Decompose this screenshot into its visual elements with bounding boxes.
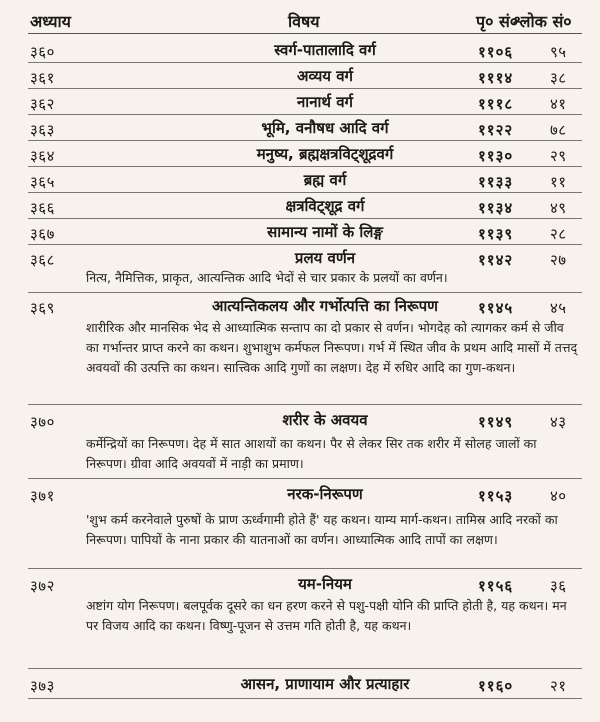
page-number: ११२२ [478, 121, 514, 139]
page-number: ११०६ [478, 43, 514, 61]
chapter-title: आत्यन्तिकलय और गर्भोत्पत्ति का निरूपण [211, 297, 439, 315]
chapter-number: ३७३ [30, 677, 55, 695]
table-row [0, 670, 600, 696]
chapter-number: ३७० [30, 413, 55, 431]
chapter-title: नानार्थ वर्ग [296, 93, 353, 111]
shlok-count: ४५ [550, 299, 567, 317]
chapter-number: ३७१ [30, 487, 55, 505]
table-row [0, 244, 600, 270]
table-header [0, 4, 600, 34]
shlok-count: २८ [550, 225, 567, 243]
table-row [0, 88, 600, 114]
row-divider [28, 698, 582, 699]
chapter-title: यम-नियम [298, 575, 352, 593]
table-row [0, 406, 600, 432]
chapter-title: प्रलय वर्णन [294, 249, 356, 267]
shlok-count: २९ [550, 147, 567, 165]
row-divider [28, 404, 582, 405]
row-divider [28, 478, 582, 479]
page-number: ११३४ [478, 199, 514, 217]
chapter-number: ३६० [30, 43, 55, 61]
table-row [0, 192, 600, 218]
page-number: ११४५ [478, 299, 514, 317]
chapter-title: ब्रह्म वर्ग [303, 171, 347, 189]
chapter-title: क्षत्रविट्शूद्र वर्ग [285, 197, 365, 215]
chapter-title: स्वर्ग-पातालादि वर्ग [274, 41, 376, 59]
page-number: ११६० [478, 677, 514, 695]
table-row [0, 62, 600, 88]
table-row [0, 36, 600, 62]
row-divider [28, 668, 582, 669]
table-row [0, 166, 600, 192]
chapter-description: अष्टांग योग निरूपण। बलपूर्वक दूसरे का धन हरण करने से पशु-पक्षी योनि की प्राप्ति होती है, यह कथन। मन पर विजय आदि का कथन। विष्णु-पूजन से उत्तम गति होती है, यह कथन। [86, 598, 567, 633]
chapter-title: भूमि, वनौषध आदि वर्ग [261, 119, 389, 137]
header-vishay: विषय [288, 12, 320, 31]
chapter-number: ३६८ [30, 251, 55, 269]
shlok-count: ४३ [550, 413, 567, 431]
page-number: ११३३ [478, 173, 514, 191]
table-row [0, 570, 600, 596]
table-row [0, 480, 600, 506]
page-number: १११८ [478, 95, 514, 113]
table-row [0, 114, 600, 140]
page-number: ११३० [478, 147, 514, 165]
page-number: ११४२ [478, 251, 514, 269]
shlok-count: ७८ [550, 121, 567, 139]
chapter-number: ३६५ [30, 173, 55, 191]
chapter-number: ३६४ [30, 147, 55, 165]
chapter-number: ३६१ [30, 69, 55, 87]
chapter-title: सामान्य नामों के लिङ्ग [267, 223, 383, 241]
shlok-count: ४१ [550, 95, 567, 113]
shlok-count: ३८ [550, 69, 567, 87]
shlok-count: २७ [550, 251, 567, 269]
chapter-title: नरक-निरूपण [287, 485, 363, 503]
row-divider [28, 568, 582, 569]
page-number: ११५६ [478, 577, 514, 595]
chapter-title: मनुष्य, ब्रह्मक्षत्रविट्शूद्रवर्ग [256, 145, 394, 163]
header-shlok-number: श्लोक सं० [513, 12, 572, 31]
shlok-count: ४० [550, 487, 567, 505]
page-number: ११५३ [478, 487, 514, 505]
shlok-count: ३६ [550, 577, 567, 595]
shlok-count: २१ [550, 677, 567, 695]
shlok-count: ११ [550, 173, 567, 191]
chapter-number: ३६७ [30, 225, 55, 243]
chapter-description: नित्य, नैमित्तिक, प्राकृत, आत्यन्तिक आदि भेदों से चार प्रकार के प्रलयों का वर्णन। [86, 270, 448, 285]
chapter-title: अव्यय वर्ग [297, 67, 353, 85]
chapter-description: कर्मेन्द्रियों का निरूपण। देह में सात आशयों का कथन। पैर से लेकर सिर तक शरीर में सोलह जालों का निरूपण। ग्रीवा आदि अवयवों में नाड़ी का प्रमाण। [86, 436, 537, 471]
chapter-description: शारीरिक और मानसिक भेद से आध्यात्मिक सन्ताप का दो प्रकार से वर्णन। भोगदेह को त्यागकर कर्म से जीव का गर्भान्तर प्राप्त करने का कथन। शुभाशुभ कर्मफल निरूपण। गर्भ में स्थित जीव के प्रथम आदि मासों में तत्तद् अवयवों की उत्पत्ति का कथन। सात्त्विक आदि गुणों का लक्षण। देह में रुधिर आदि का गुण-कथन। [86, 320, 578, 375]
table-row [0, 218, 600, 244]
chapter-title: शरीर के अवयव [282, 411, 368, 429]
shlok-count: ९५ [550, 43, 567, 61]
chapter-number: ३७२ [30, 577, 55, 595]
header-adhyay: अध्याय [30, 12, 71, 31]
page-number: ११३९ [478, 225, 514, 243]
chapter-number: ३६२ [30, 95, 55, 113]
page-number: १११४ [478, 69, 514, 87]
header-page-number: पृ० सं० [476, 12, 519, 31]
header-divider [28, 33, 582, 34]
chapter-number: ३६९ [30, 299, 55, 317]
chapter-description: 'शुभ कर्म करनेवाले पुरुषों के प्राण ऊर्ध्वगामी होते हैं' यह कथन। याम्य मार्ग-कथन। तामिस्र आदि नरकों का निरूपण। पापियों के नाना प्रकार की यातनाओं का वर्णन। आध्यात्मिक आदि तापों का लक्षण। [86, 512, 558, 547]
page-number: ११४९ [478, 413, 514, 431]
table-row [0, 140, 600, 166]
shlok-count: ४९ [550, 199, 567, 217]
chapter-number: ३६६ [30, 199, 55, 217]
chapter-title: आसन, प्राणायाम और प्रत्याहार [240, 675, 410, 693]
chapter-number: ३६३ [30, 121, 55, 139]
table-row [0, 292, 600, 318]
